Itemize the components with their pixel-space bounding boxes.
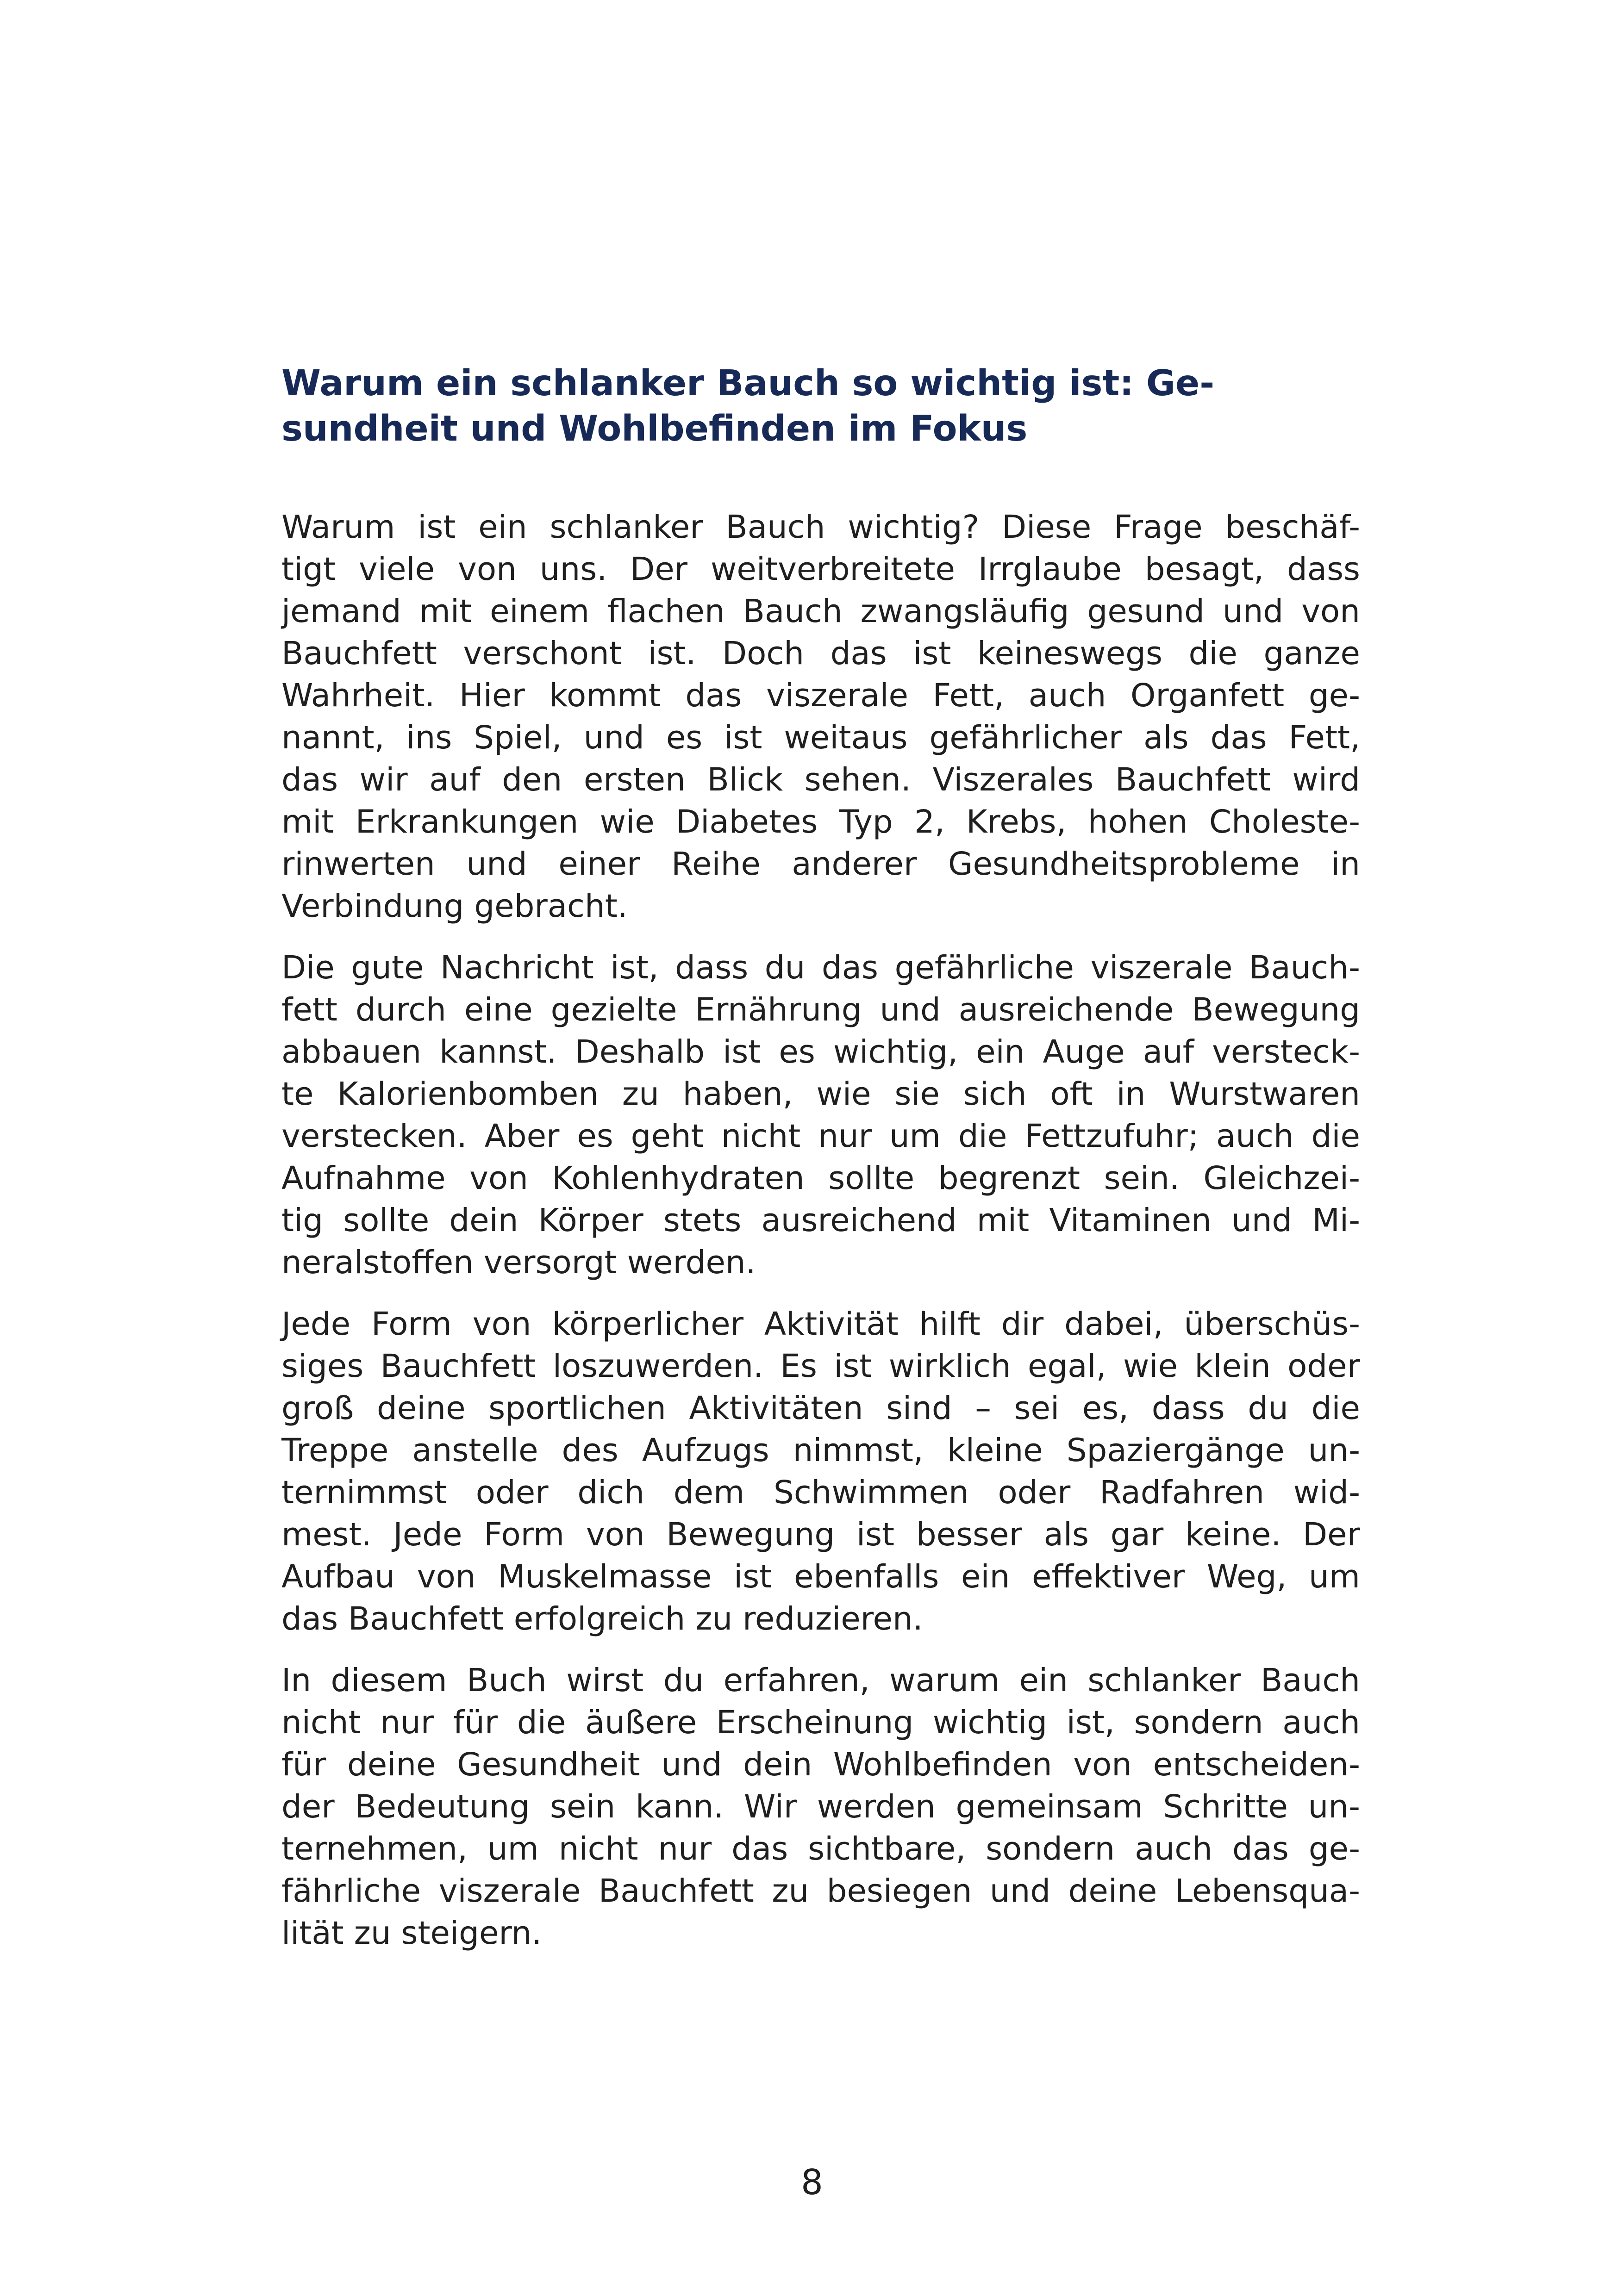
text-line: te Kalorienbomben zu haben, wie sie sich oft in Wurstwaren — [281, 1076, 1360, 1113]
text-line: Jede Form von körperlicher Aktivität hilft dir dabei, überschüs- — [281, 1306, 1360, 1343]
paragraph-3 — [281, 1303, 1360, 1640]
text-line: tigt viele von uns. Der weitverbreitete Irrglaube besagt, dass — [281, 551, 1360, 588]
page-number: 8 — [801, 2162, 823, 2203]
text-line: abbauen kannst. Deshalb ist es wichtig, ein Auge auf versteck- — [281, 1033, 1360, 1070]
text-line: lität zu steigern. — [281, 1915, 542, 1952]
paragraph-1 — [281, 506, 1360, 927]
text-line: Die gute Nachricht ist, dass du das gefährliche viszerale Bauch- — [281, 949, 1360, 986]
page-content — [281, 361, 1360, 1974]
text-line: neralstoffen versorgt werden. — [281, 1244, 756, 1281]
text-line: Aufnahme von Kohlenhydraten sollte begrenzt sein. Gleichzei- — [281, 1160, 1360, 1197]
text-line: Treppe anstelle des Aufzugs nimmst, kleine Spaziergänge un- — [281, 1432, 1360, 1469]
text-line: mit Erkrankungen wie Diabetes Typ 2, Krebs, hohen Choleste- — [281, 803, 1360, 840]
text-line: der Bedeutung sein kann. Wir werden gemeinsam Schritte un- — [281, 1788, 1360, 1825]
chapter-heading — [281, 361, 1360, 452]
text-line: ternimmst oder dich dem Schwimmen oder Radfahren wid- — [281, 1474, 1360, 1511]
text-line: nannt, ins Spiel, und es ist weitaus gefährlicher als das Fett, — [281, 719, 1360, 756]
heading-line: sundheit und Wohlbefinden im Fokus — [281, 408, 1028, 449]
text-line: fett durch eine gezielte Ernährung und ausreichende Bewegung — [281, 991, 1360, 1028]
text-line: Bauchfett verschont ist. Doch das ist keineswegs die ganze — [281, 635, 1360, 672]
text-line: rinwerten und einer Reihe anderer Gesundheitsprobleme in — [281, 846, 1360, 883]
text-line: Wahrheit. Hier kommt das viszerale Fett, auch Organfett ge- — [281, 677, 1360, 714]
text-line: für deine Gesundheit und dein Wohlbefinden von entscheiden- — [281, 1746, 1360, 1783]
heading-line: Warum ein schlanker Bauch so wichtig ist: Ge- — [281, 363, 1215, 404]
text-line: fährliche viszerale Bauchfett zu besiegen und deine Lebensqua- — [281, 1873, 1360, 1910]
text-line: nicht nur für die äußere Erscheinung wichtig ist, sondern auch — [281, 1704, 1360, 1741]
text-line: In diesem Buch wirst du erfahren, warum ein schlanker Bauch — [281, 1662, 1360, 1699]
text-line: das wir auf den ersten Blick sehen. Viszerales Bauchfett wird — [281, 761, 1360, 798]
text-line: Aufbau von Muskelmasse ist ebenfalls ein effektiver Weg, um — [281, 1558, 1360, 1595]
text-line: Warum ist ein schlanker Bauch wichtig? Diese Frage beschäf- — [281, 509, 1360, 546]
text-line: jemand mit einem flachen Bauch zwangsläufig gesund und von — [281, 593, 1360, 630]
text-line: ternehmen, um nicht nur das sichtbare, sondern auch das ge- — [281, 1830, 1360, 1867]
text-line: das Bauchfett erfolgreich zu reduzieren. — [281, 1600, 923, 1637]
text-line: siges Bauchfett loszuwerden. Es ist wirklich egal, wie klein oder — [281, 1348, 1360, 1385]
text-line: tig sollte dein Körper stets ausreichend mit Vitaminen und Mi- — [281, 1202, 1360, 1239]
text-line: mest. Jede Form von Bewegung ist besser als gar keine. Der — [281, 1516, 1360, 1553]
paragraph-2 — [281, 947, 1360, 1284]
body-text — [281, 506, 1360, 1954]
text-line: Verbindung gebracht. — [281, 888, 628, 925]
text-line: groß deine sportlichen Aktivitäten sind – sei es, dass du die — [281, 1390, 1360, 1427]
paragraph-4 — [281, 1660, 1360, 1954]
text-line: verstecken. Aber es geht nicht nur um die Fettzufuhr; auch die — [281, 1118, 1360, 1155]
